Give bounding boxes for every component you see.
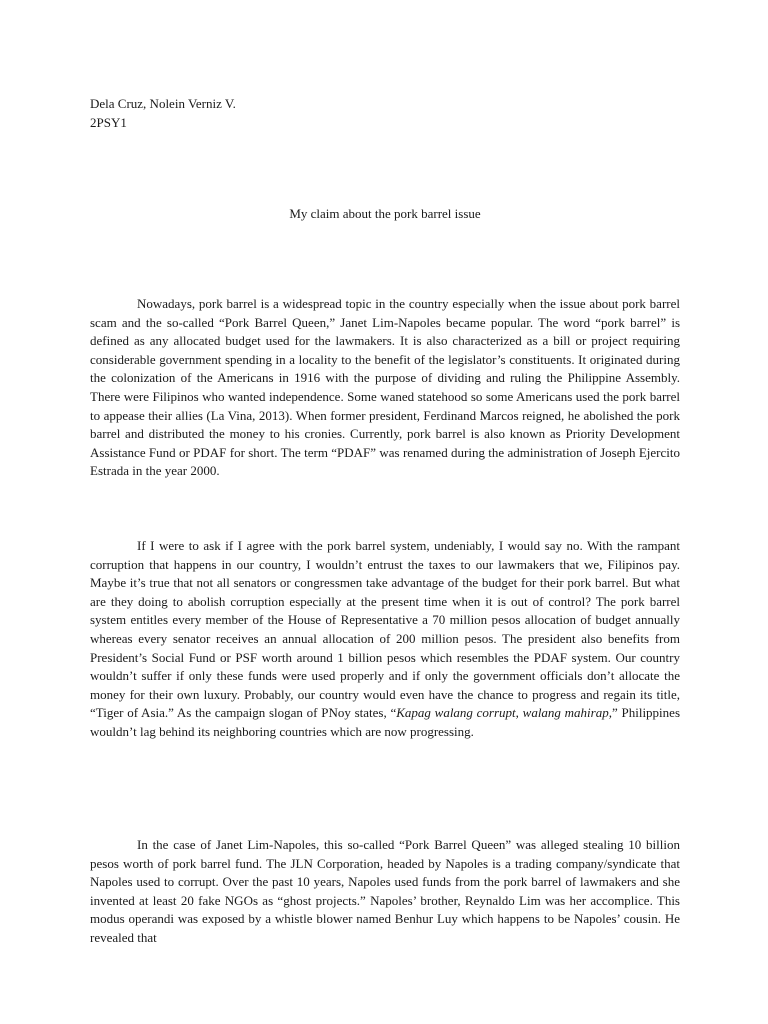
- paragraph-2-text-before: If I were to ask if I agree with the pork barrel system, undeniably, I would say no. With the rampant corruption that happens in our country, I wouldn’t entrust the taxes to our lawmakers that we, Filipinos pay. Maybe it’s true that not all senators or congressmen take advantage of the budget for their pork barrel. But what are they doing to abolish corruption especially at the present time when it is out of control? The pork barrel system entitles every member of the House of Representative a 70 million pesos allocation of budget annually whereas every senator receives an annual allocation of 200 million pesos. The president also benefits from President’s Social Fund or PSF worth around 1 billion pesos which resembles the PDAF system. Our country wouldn’t suffer if only these funds were used properly and if only the government officials don’t allocate the money for their own luxury. Probably, our country would even have the chance to progress and regain its title, “Tiger of Asia.” As the campaign slogan of PNoy states, “: [90, 538, 680, 721]
- paragraph-2: [90, 537, 680, 742]
- section-label: 2PSY1: [90, 115, 127, 130]
- paragraph-1: Nowadays, pork barrel is a widespread topic in the country especially when the issue about pork barrel scam and the so-called “Pork Barrel Queen,” Janet Lim-Napoles became popular. The word “pork barrel” is defined as any allocated budget used for the lawmakers. It is also characterized as a bill or project requiring considerable government spending in a locality to the benefit of the legislator’s constituents. It originated during the colonization of the Americans in 1916 with the purpose of dividing and ruling the Philippine Assembly. There were Filipinos who wanted independence. Some waned statehood so some Americans used the pork barrel to appease their allies (La Vina, 2013). When former president, Ferdinand Marcos reigned, he abolished the pork barrel and distributed the money to his cronies. Currently, pork barrel is also known as Priority Development Assistance Fund or PDAF for short. The term “PDAF” was renamed during the administration of Joseph Ejercito Estrada in the year 2000.: [90, 296, 680, 479]
- author-name: Dela Cruz, Nolein Verniz V.: [90, 96, 236, 111]
- author-block: [90, 95, 690, 133]
- campaign-slogan: Kapag walang corrupt, walang mahirap,: [396, 705, 612, 721]
- paragraph-3: In the case of Janet Lim-Napoles, this so-called “Pork Barrel Queen” was alleged stealing 10 billion pesos worth of pork barrel fund. The JLN Corporation, headed by Napoles is a trading company/syndicate that Napoles used to corrupt. Over the past 10 years, Napoles used funds from the pork barrel of lawmakers and she invented at least 20 fake NGOs as “ghost projects.” Napoles’ brother, Reynaldo Lim was her accomplice. This modus operandi was exposed by a whistle blower named Benhur Luy which happens to be Napoles’ cousin. He revealed that: [90, 837, 680, 945]
- document-title: My claim about the pork barrel issue: [289, 206, 481, 221]
- paragraph-2-text-after: ” Philippines wouldn’t lag behind its neighboring countries which are now progressing.: [90, 705, 680, 739]
